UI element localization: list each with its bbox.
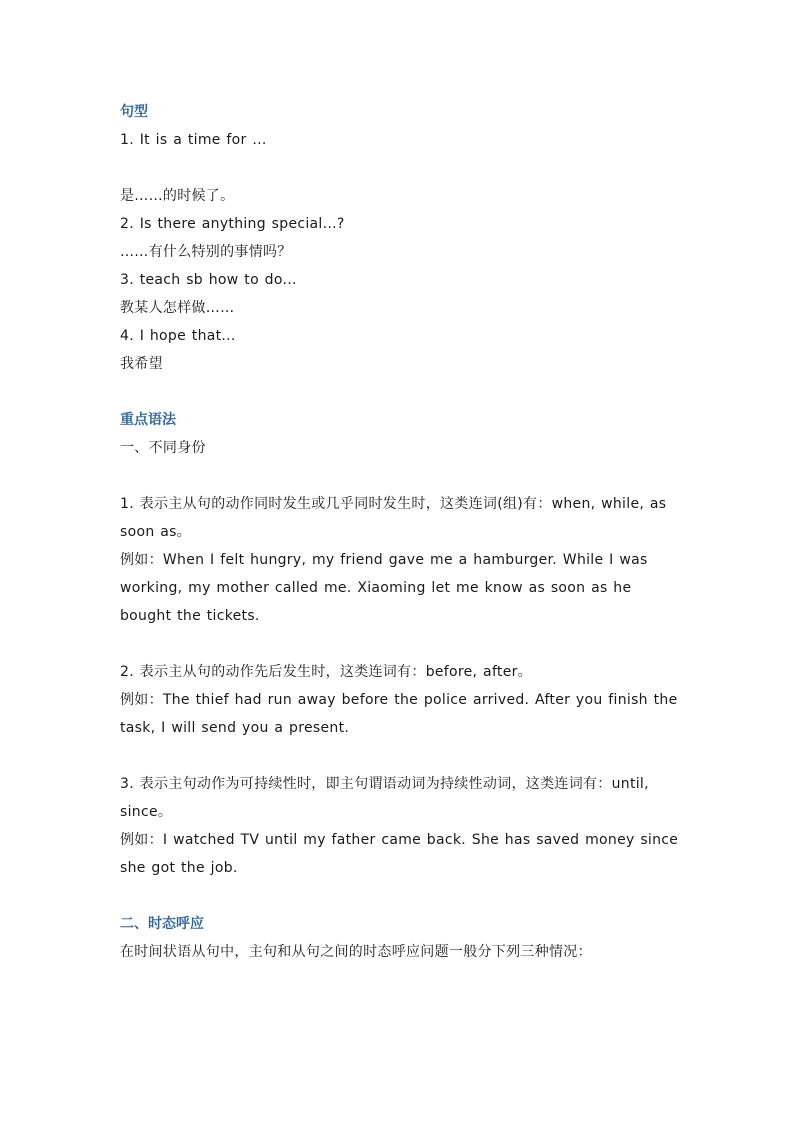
section-heading-tense: 二、时态呼应 xyxy=(120,916,204,932)
spacer xyxy=(120,882,680,910)
spacer xyxy=(120,630,680,658)
tense-intro: 在时间状语从句中，主句和从句之间的时态呼应问题一般分下列三种情况： xyxy=(120,944,592,960)
grammar-rule-2: 2. 表示主从句的动作先后发生时，这类连词有：before, after。 xyxy=(120,664,532,680)
document-page xyxy=(120,98,680,966)
pattern-1-zh: 是……的时候了。 xyxy=(120,188,235,204)
grammar-example-3: 例如：I watched TV until my father came back. She has saved money since she got the job. xyxy=(120,832,679,876)
pattern-2-en: 2. Is there anything special...? xyxy=(120,216,345,232)
grammar-example-2: 例如：The thief had run away before the police arrived. After you finish the task, I will send you a present. xyxy=(120,692,678,736)
spacer xyxy=(120,742,680,770)
pattern-4-zh: 我希望 xyxy=(120,356,163,372)
grammar-rule-3: 3. 表示主句动作为可持续性时，即主句谓语动词为持续性动词，这类连词有：until, since。 xyxy=(120,776,649,820)
section-heading-grammar: 重点语法 xyxy=(120,412,176,428)
grammar-example-1: 例如：When I felt hungry, my friend gave me a hamburger. While I was working, my mother called me. Xiaoming let me know as soon as he bought the tickets. xyxy=(120,552,648,624)
grammar-subheading: 一、不同身份 xyxy=(120,440,206,456)
pattern-3-en: 3. teach sb how to do... xyxy=(120,272,297,288)
spacer xyxy=(120,462,680,490)
pattern-1-en: 1. It is a time for ... xyxy=(120,132,267,148)
spacer xyxy=(120,378,680,406)
section-heading-patterns: 句型 xyxy=(120,104,148,120)
spacer xyxy=(120,154,680,182)
pattern-2-zh: ……有什么特别的事情吗？ xyxy=(120,244,292,260)
grammar-rule-1: 1. 表示主从句的动作同时发生或几乎同时发生时，这类连词(组)有：when, while, as soon as。 xyxy=(120,496,667,540)
pattern-3-zh: 教某人怎样做…… xyxy=(120,300,235,316)
pattern-4-en: 4. I hope that... xyxy=(120,328,236,344)
